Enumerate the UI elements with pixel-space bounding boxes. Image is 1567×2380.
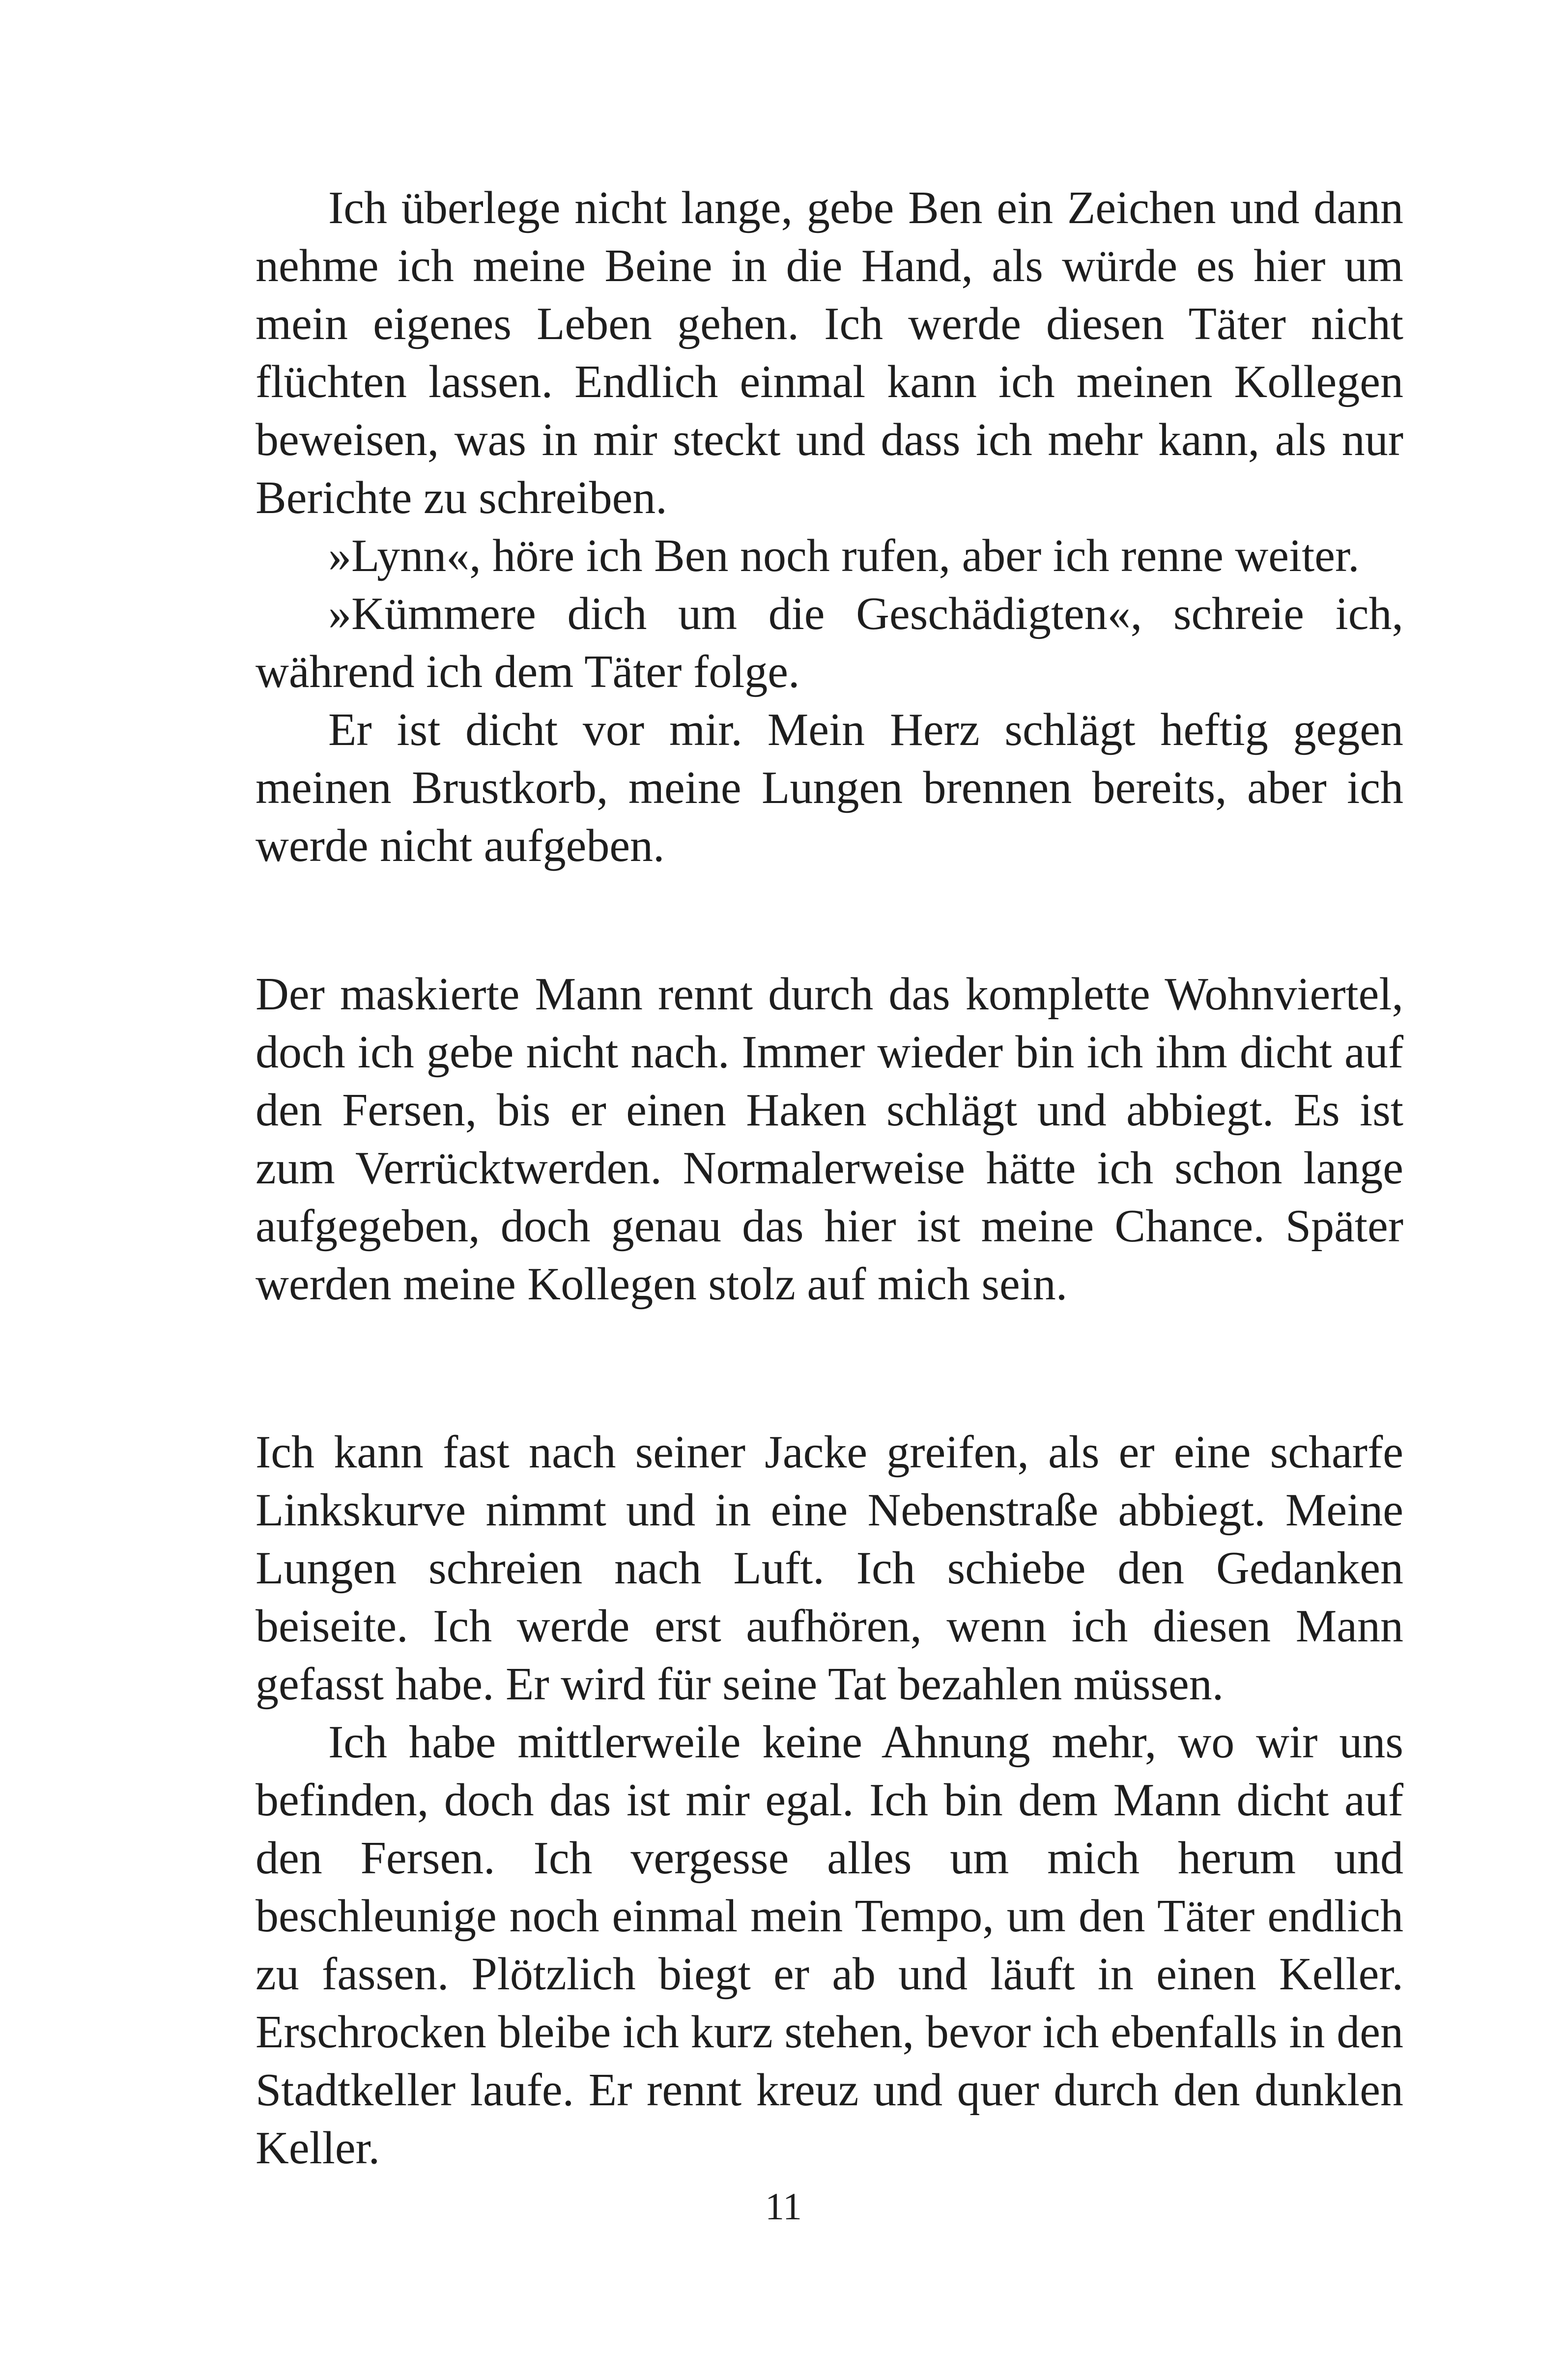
paragraph: Der maskierte Mann rennt durch das komplette Wohnviertel, doch ich gebe nicht nach. Immer wieder bin ich ihm dicht auf den Fersen, bis er einen Haken schlägt und abbiegt. Es ist zum Verrücktwerden. Normalerweise hätte ich schon lange aufgegeben, doch genau das hier ist meine Chance. Später werden meine Kollegen stolz auf mich sein. <box>256 969 1403 1310</box>
paragraph: Ich überlege nicht lange, gebe Ben ein Zeichen und dann nehme ich meine Beine in die Hand, als würde es hier um mein eigenes Leben gehen. Ich werde diesen Täter nicht flüchten lassen. Endlich einmal kann ich meinen Kollegen beweisen, was in mir steckt und dass ich mehr kann, als nur Berichte zu schreiben. <box>256 182 1403 523</box>
paragraph: »Lynn«, höre ich Ben noch rufen, aber ich renne weiter. <box>328 530 1360 581</box>
paragraph: Ich habe mittlerweile keine Ahnung mehr, wo wir uns befinden, doch das ist mir egal. Ich bin dem Mann dicht auf den Fersen. Ich vergesse alles um mich herum und beschleunige noch einmal mein Tempo, um den Täter endlich zu fassen. Plötzlich biegt er ab und läuft in einen Keller. Erschrocken bleibe ich kurz stehen, bevor ich ebenfalls in den Stadtkeller laufe. Er rennt kreuz und quer durch den dunklen Keller. <box>256 1717 1403 2174</box>
text-section-2 <box>256 965 1403 1313</box>
text-section-1 <box>256 179 1403 875</box>
paragraph: Ich kann fast nach seiner Jacke greifen, als er eine scharfe Linkskurve nimmt und in eine Nebenstraße abbiegt. Meine Lungen schreien nach Luft. Ich schiebe den Gedanken beiseite. Ich werde erst aufhören, wenn ich diesen Mann gefasst habe. Er wird für seine Tat bezahlen müssen. <box>256 1427 1403 1710</box>
paragraph: Er ist dicht vor mir. Mein Herz schlägt heftig gegen meinen Brustkorb, meine Lungen brennen bereits, aber ich werde nicht aufgeben. <box>256 704 1403 871</box>
text-section-3 <box>256 1423 1403 2177</box>
paragraph: »Kümmere dich um die Geschädigten«, schreie ich, während ich dem Täter folge. <box>256 588 1403 697</box>
page-number: 11 <box>765 2185 802 2228</box>
